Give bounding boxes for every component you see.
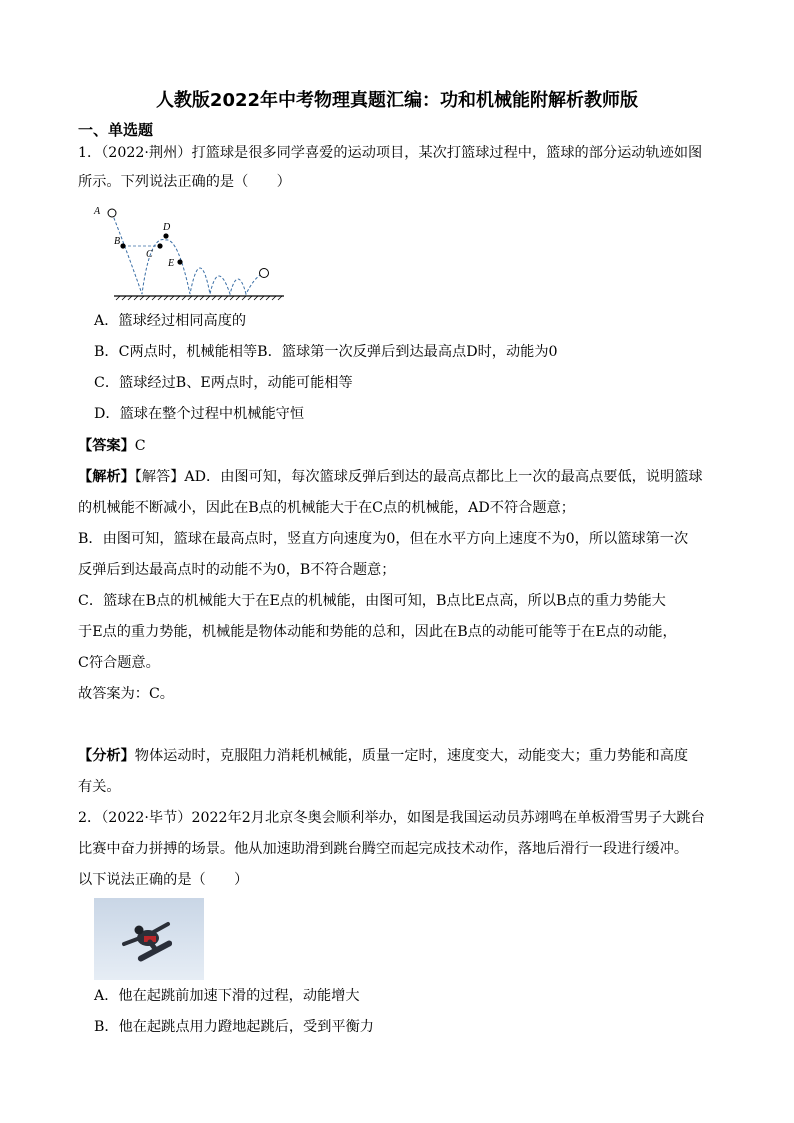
q1-stem-line-1: 1．（2022·荆州）打篮球是很多同学喜爱的运动项目，某次打篮球过程中，篮球的部分运动轨迹如图 — [78, 145, 703, 161]
analysis-label: 【解析】 — [78, 469, 135, 485]
ground-hatching — [116, 296, 282, 300]
q1-analysis-line-4: 反弹后到达最高点时的动能不为0，B不符合题意； — [78, 562, 396, 578]
q2-option-b: B．他在起跳点用力蹬地起跳后，受到平衡力 — [94, 1019, 374, 1035]
q1-option-b: B．C两点时，机械能相等B．篮球第一次反弹后到达最高点D时，动能为0 — [94, 344, 558, 360]
q1-option-d: D．篮球在整个过程中机械能守恒 — [94, 406, 305, 422]
q1-analysis-line-3: B．由图可知，篮球在最高点时，竖直方向速度为0，但在水平方向上速度不为0，所以篮球第一次 — [78, 531, 689, 547]
ball-end-marker — [260, 269, 269, 278]
rider-helmet — [135, 926, 144, 935]
q1-analysis-line-5: C．篮球在B点的机械能大于在E点的机械能，由图可知，B点比E点高，所以B点的重力势能大 — [78, 593, 666, 609]
point-e-marker — [177, 259, 182, 264]
q2-option-a: A．他在起跳前加速下滑的过程，动能增大 — [94, 988, 360, 1004]
q1-analysis-line-2: 的机械能不断减小，因此在B点的机械能大于在C点的机械能，AD不符合题意； — [78, 500, 575, 516]
analysis-text-1: 【解答】AD．由图可知，每次篮球反弹后到达的最高点都比上一次的最高点要低，说明篮球 — [134, 469, 703, 485]
note-label: 【分析】 — [78, 748, 135, 764]
label-d: D — [163, 222, 171, 233]
answer-value: C — [134, 438, 146, 454]
basketball-trajectory-figure — [94, 204, 288, 304]
page-title: 人教版2022年中考物理真题汇编：功和机械能附解析教师版 — [155, 90, 639, 111]
q1-option-a: A．篮球经过相同高度的 — [94, 313, 247, 329]
q2-stem-line-2: 比赛中奋力拼搏的场景。他从加速助滑到跳台腾空而起完成技术动作，落地后滑行一段进行缓冲。 — [78, 841, 689, 857]
q1-note-line-1 — [78, 746, 688, 766]
point-b-marker — [120, 243, 125, 248]
section-heading: 一、单选题 — [78, 121, 154, 139]
q1-option-c: C．篮球经过B、E两点时，动能可能相等 — [94, 375, 353, 391]
snowboarder-photo — [94, 898, 204, 980]
q1-analysis-line-1 — [78, 467, 703, 487]
note-text-1: 物体运动时，克服阻力消耗机械能，质量一定时，速度变大，动能变大；重力势能和高度 — [134, 748, 689, 764]
q1-stem-line-2: 所示。下列说法正确的是（ ） — [78, 174, 291, 190]
trajectory-path — [112, 213, 262, 294]
q1-analysis-line-7: C符合题意。 — [78, 655, 160, 671]
q1-analysis-line-8: 故答案为：C。 — [78, 686, 174, 702]
label-a: A — [94, 206, 101, 217]
point-d-marker — [163, 233, 168, 238]
q1-answer — [78, 436, 146, 456]
q2-stem-line-3: 以下说法正确的是（ ） — [78, 872, 249, 888]
q2-stem-line-1: 2．（2022·毕节）2022年2月北京冬奥会顺利举办，如图是我国运动员苏翊鸣在单板滑雪男子大跳台 — [78, 810, 705, 826]
ball-a-marker — [108, 209, 116, 217]
q1-analysis-line-6: 于E点的重力势能，机械能是物体动能和势能的总和，因此在B点的动能可能等于在E点的动能， — [78, 624, 677, 640]
point-c-marker — [157, 243, 162, 248]
answer-label: 【答案】 — [78, 438, 135, 454]
label-e: E — [168, 258, 175, 269]
q1-note-line-2: 有关。 — [78, 779, 121, 795]
label-c: C — [146, 249, 153, 260]
label-b: B — [114, 236, 121, 247]
